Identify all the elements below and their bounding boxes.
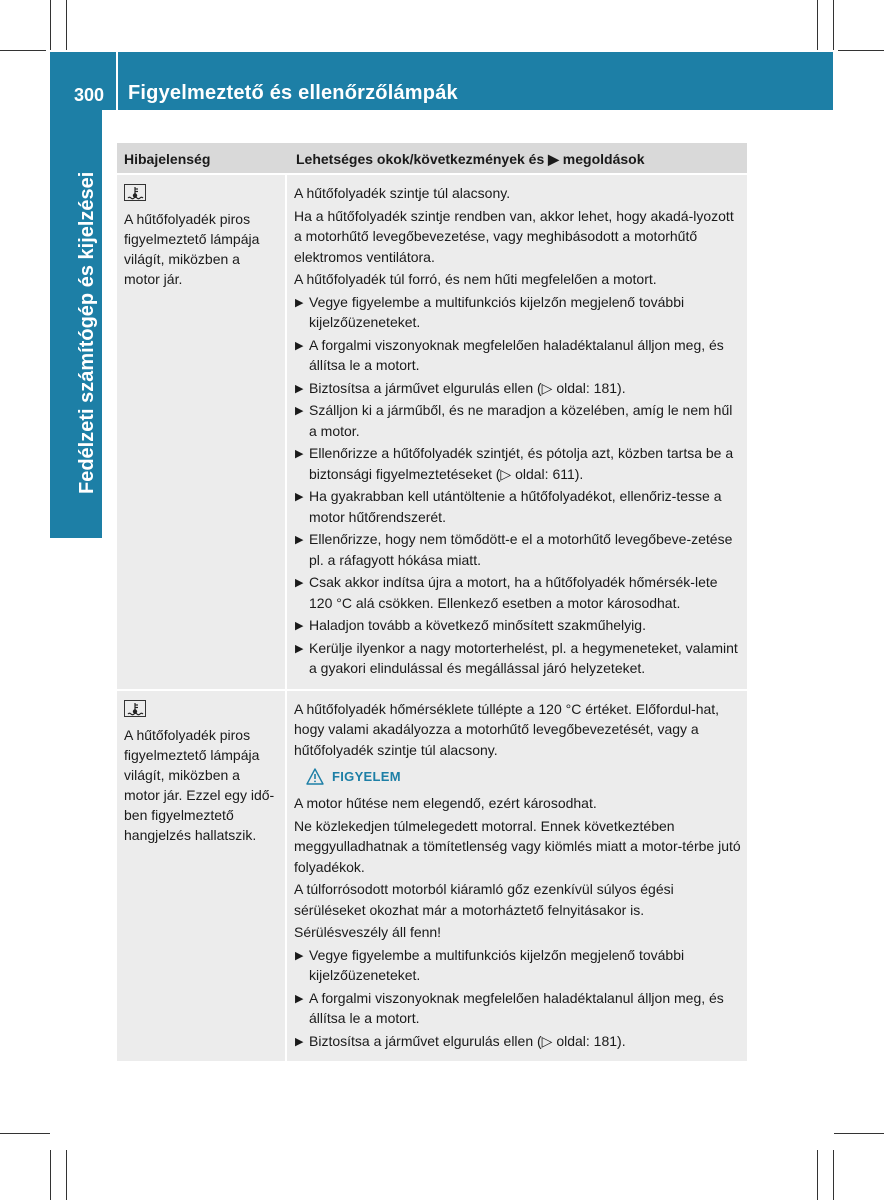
arrow-bullet-icon: ▶: [295, 949, 304, 962]
arrow-bullet-icon: ▶: [295, 448, 304, 460]
solutions-cell: [287, 175, 747, 689]
crop-mark: [817, 1150, 818, 1200]
crop-mark: [66, 0, 67, 50]
page-number: 300: [74, 85, 105, 105]
solution-step: [294, 572, 743, 613]
page-title: Figyelmeztető és ellenőrzőlámpák: [128, 82, 458, 104]
solution-step-text: Kerülje ilyenkor a nagy motorterhelést, pl. a hegymeneteket, valamint a gyakori elindulással és megállással járó helyzeteket.: [309, 639, 738, 676]
arrow-bullet-icon: ▶: [295, 382, 304, 395]
crop-mark: [838, 50, 884, 51]
solutions-cell: [287, 691, 747, 1062]
cause-text: A túlforrósodott motorból kiáramló gőz ezenkívül súlyos égési sérüléseket okozhat már a motorháztető felnyitásakor is.: [294, 881, 674, 918]
fault-description: A hűtőfolyadék piros figyelmeztető lámpája világít, miközben a motor jár.: [124, 211, 260, 287]
solution-step: [294, 335, 743, 376]
warning-box: [306, 768, 743, 785]
column-header-fault: Hibajelenség: [124, 151, 211, 167]
solution-step: [294, 443, 743, 484]
solution-step-text: Ha gyakrabban kell utántöltenie a hűtőfolyadékot, ellenőriz-tesse a motor hűtőrendszerét.: [309, 488, 722, 525]
coolant-temperature-icon: [124, 700, 146, 717]
solution-step-text: Csak akkor indítsa újra a motort, ha a hűtőfolyadék hőmérsék-lete 120 °C alá csökken. Ellenkező esetben a motor károsodhat.: [309, 574, 718, 611]
cause-text: Ne közlekedjen túlmelegedett motorral. Ennek következtében meggyulladhatnak a tömítetlenség vagy kiömlés miatt a motor-térbe jutó folyadékok.: [294, 817, 741, 875]
crop-mark: [817, 0, 818, 50]
solution-step-text: A forgalmi viszonyoknak megfelelően haladéktalanul álljon meg, és állítsa le a motort.: [309, 989, 724, 1026]
arrow-bullet-icon: ▶: [295, 296, 304, 309]
solution-step: [294, 529, 743, 570]
warning-triangle-icon: [306, 768, 324, 785]
crop-mark: [66, 1150, 67, 1200]
crop-mark: [833, 1150, 834, 1200]
cause-text: A hűtőfolyadék szintje túl alacsony.: [294, 185, 511, 201]
table-header: [117, 143, 747, 175]
cause-text: Ha a hűtőfolyadék szintje rendben van, akkor lehet, hogy akadá-lyozott a motorhűtő levegőbevezetése, vagy meghibásodott a motorhűtő elektromos ventilátora.: [294, 207, 734, 265]
solution-step: [294, 945, 743, 986]
solution-step: [294, 615, 743, 636]
solution-step: [294, 486, 743, 527]
crop-mark: [834, 1133, 884, 1134]
arrow-bullet-icon: ▶: [295, 339, 304, 352]
cause-text: A hűtőfolyadék túl forró, és nem hűti megfelelően a motort.: [294, 271, 657, 287]
header-divider: [116, 52, 118, 110]
solution-step: [294, 988, 743, 1029]
solution-step-text: Ellenőrizze a hűtőfolyadék szintjét, és pótolja azt, közben tartsa be a biztonsági figyelmeztetéseket (▷ oldal: 611).: [309, 445, 734, 482]
solution-step-text: Biztosítsa a járművet elgurulás ellen (▷ oldal: 181).: [309, 379, 626, 396]
crop-mark: [833, 0, 834, 50]
arrow-bullet-icon: ▶: [295, 491, 304, 503]
table-row: [117, 689, 747, 1062]
solution-step: [294, 400, 743, 441]
arrow-bullet-icon: ▶: [295, 577, 304, 589]
crop-mark: [0, 50, 46, 51]
arrow-bullet-icon: ▶: [295, 642, 304, 655]
solution-step: [294, 638, 743, 679]
cause-text: Sérülésveszély áll fenn!: [294, 924, 442, 940]
arrow-bullet-icon: ▶: [295, 534, 304, 546]
coolant-temperature-icon: [124, 184, 146, 201]
solution-step-text: A forgalmi viszonyoknak megfelelően haladéktalanul álljon meg, és állítsa le a motort.: [309, 336, 724, 373]
warning-label: FIGYELEM: [332, 769, 401, 784]
fault-table: [117, 143, 747, 1061]
arrow-bullet-icon: ▶: [295, 620, 304, 632]
solution-step-text: Haladjon tovább a következő minősített szakműhelyig.: [309, 617, 646, 633]
arrow-bullet-icon: ▶: [295, 992, 304, 1005]
solution-step-text: Vegye figyelembe a multifunkciós kijelzőn megjelenő további kijelzőüzeneteket.: [309, 946, 685, 983]
solution-step-text: Szálljon ki a járműből, és ne maradjon a közelében, amíg le nem hűl a motor.: [309, 402, 733, 439]
solution-step-text: Vegye figyelembe a multifunkciós kijelzőn megjelenő további kijelzőüzeneteket.: [309, 293, 685, 330]
solution-step-text: Ellenőrizze, hogy nem tömődött-e el a motorhűtő levegőbeve-zetése pl. a ráfagyott hókása miatt.: [309, 531, 733, 568]
fault-description: A hűtőfolyadék piros figyelmeztető lámpája világít, miközben a motor jár. Ezzel egy idő- ben figyelmeztető hangjelzés hallatszik.: [124, 726, 275, 843]
solution-step: [294, 1031, 743, 1052]
crop-mark: [50, 0, 51, 50]
arrow-bullet-icon: ▶: [295, 1035, 304, 1048]
solution-step: [294, 378, 743, 399]
solution-step: [294, 292, 743, 333]
cause-text: A hűtőfolyadék hőmérséklete túllépte a 120 °C értéket. Előfordul-hat, hogy valami akadályozza a motorhűtő levegőbevezetését, vagy a hűtőfolyadék szintje túl alacsony.: [294, 700, 720, 758]
crop-mark: [50, 1150, 51, 1200]
solution-step-text: Biztosítsa a járművet elgurulás ellen (▷ oldal: 181).: [309, 1032, 626, 1049]
column-header-solutions: Lehetséges okok/következmények és ▶ megoldások: [296, 151, 645, 167]
fault-cell: [117, 175, 287, 689]
arrow-bullet-icon: ▶: [295, 405, 304, 417]
crop-mark: [0, 1133, 50, 1134]
fault-cell: [117, 691, 287, 1062]
cause-text: A motor hűtése nem elegendő, ezért károsodhat.: [294, 795, 597, 811]
table-row: [117, 175, 747, 689]
side-tab-label: Fedélzeti számítógép és kijelzései: [76, 171, 98, 494]
